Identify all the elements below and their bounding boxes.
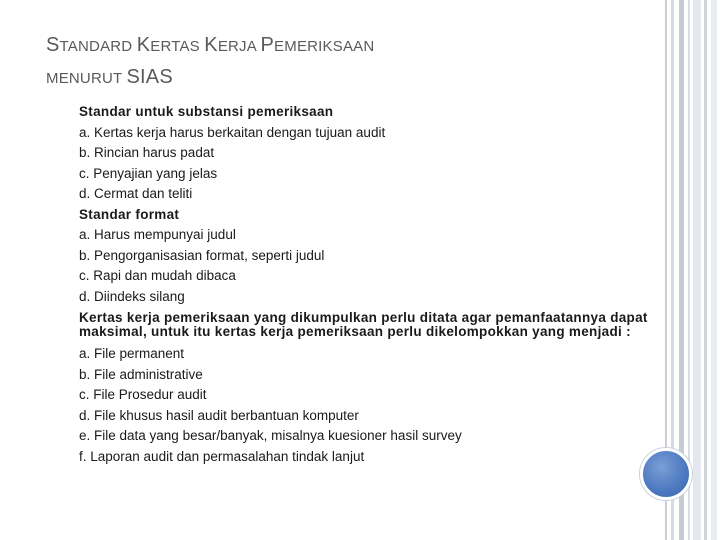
title-segment: ERTAS <box>150 38 205 55</box>
title-segment: EMERIKSAAN <box>274 38 375 55</box>
title-segment: TANDARD <box>59 38 137 55</box>
title-segment: K <box>204 34 218 56</box>
title-segment: K <box>136 34 151 56</box>
decorative-band <box>688 0 690 540</box>
list-item: e. File data yang besar/banyak, misalnya kuesioner hasil survey <box>79 428 462 443</box>
list-item: a. File permanent <box>79 346 185 361</box>
list-item: f. Laporan audit dan permasalahan tindak lanjut <box>79 448 365 464</box>
title-line-2 <box>46 62 606 94</box>
title-segment: ERJA <box>217 38 261 55</box>
grouping-paragraph: Kertas kerja pemeriksaan yang dikumpulkan perlu ditata agar pemanfaatannya dapat maksimal, untuk itu kertas kerja pemeriksaan perlu dikelompokkan yang menjadi : <box>79 310 648 339</box>
list-item: a. Kertas kerja harus berkaitan dengan tujuan audit <box>79 124 386 140</box>
title-segment: P <box>260 34 275 56</box>
list-item: b. Pengorganisasian format, seperti judul <box>79 247 325 263</box>
list-item: c. Penyajian yang jelas <box>79 165 218 181</box>
section-heading-format: Standar format <box>79 206 180 222</box>
title-segment: S <box>46 34 60 56</box>
decorative-band <box>704 0 707 540</box>
decorative-band <box>711 0 717 540</box>
title-segment: SIAS <box>126 66 173 88</box>
list-item: b. File administrative <box>79 366 203 382</box>
slide-title <box>46 30 606 94</box>
list-item: c. Rapi dan mudah dibaca <box>79 268 236 283</box>
list-item: d. Diindeks silang <box>79 288 185 304</box>
list-item: d. Cermat dan teliti <box>79 186 193 201</box>
list-item: a. Harus mempunyai judul <box>79 227 236 242</box>
section-heading-substansi: Standar untuk substansi pemeriksaan <box>79 104 334 119</box>
decorative-band <box>693 0 701 540</box>
title-line-1 <box>46 30 606 62</box>
title-segment: MENURUT <box>46 70 127 87</box>
list-item: d. File khusus hasil audit berbantuan komputer <box>79 407 359 423</box>
list-item: c. File Prosedur audit <box>79 387 207 402</box>
list-item: b. Rincian harus padat <box>79 145 215 160</box>
slide-body <box>79 102 649 467</box>
